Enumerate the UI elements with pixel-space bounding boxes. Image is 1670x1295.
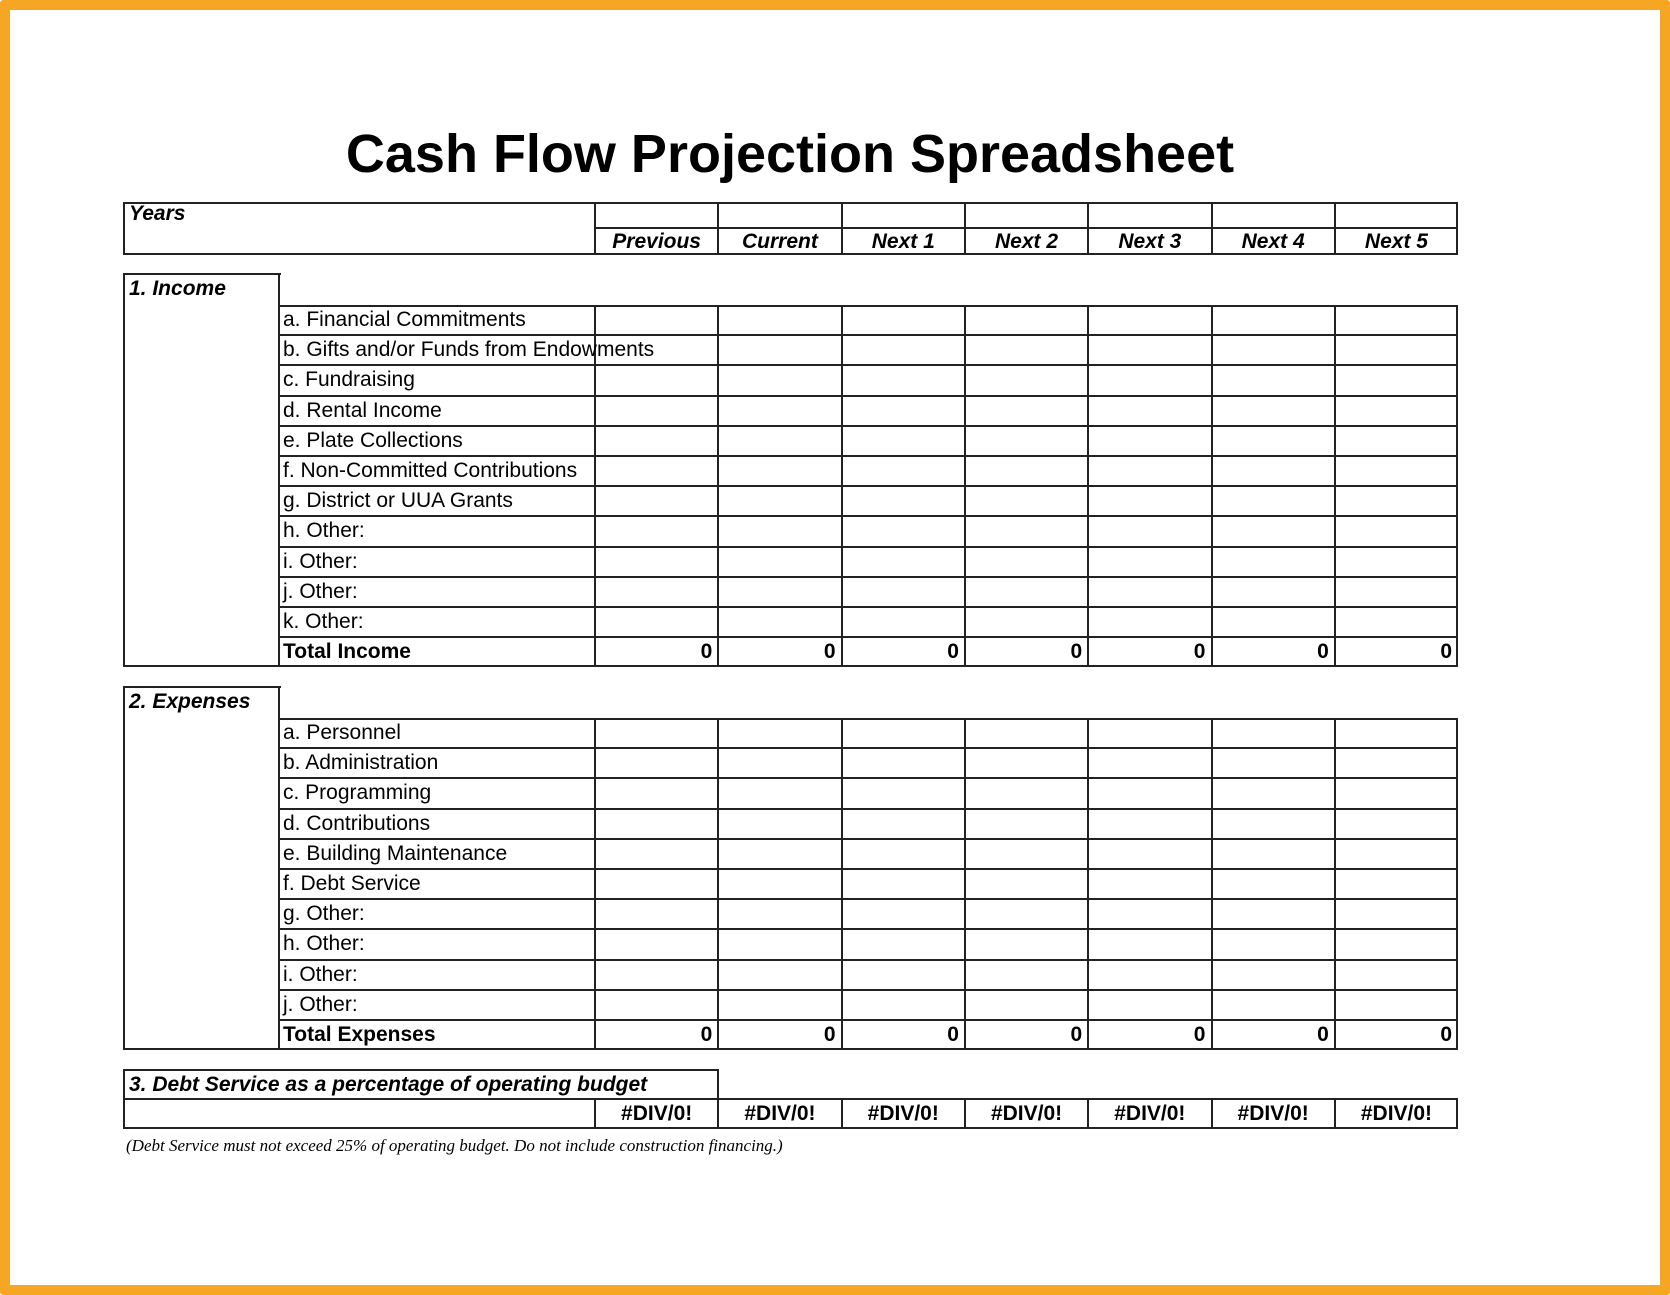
income-input-cell[interactable] <box>597 458 716 484</box>
expenses-total-value: 0 <box>1070 1023 1083 1046</box>
expenses-total-value: 0 <box>700 1023 713 1046</box>
expenses-input-cell[interactable] <box>1214 931 1333 957</box>
expenses-total-value: 0 <box>1317 1023 1329 1046</box>
expenses-input-cell[interactable] <box>597 992 716 1018</box>
expenses-column-line <box>1334 718 1336 1050</box>
income-input-cell[interactable] <box>1214 518 1333 544</box>
expenses-input-cell[interactable] <box>967 841 1086 867</box>
debt-percentage-value: #DIV/0! <box>990 1102 1063 1125</box>
expenses-input-cell[interactable] <box>844 992 963 1018</box>
expenses-input-cell[interactable] <box>844 780 963 806</box>
income-input-cell[interactable] <box>597 609 716 635</box>
income-row-label: g. District or UUA Grants <box>283 489 513 513</box>
income-input-cell[interactable] <box>720 398 839 424</box>
income-input-cell[interactable] <box>720 549 839 575</box>
income-input-cell[interactable] <box>1337 488 1456 514</box>
debt-percentage-value: #DIV/0! <box>744 1102 816 1125</box>
expenses-input-cell[interactable] <box>1214 841 1333 867</box>
income-input-cell[interactable] <box>844 609 963 635</box>
expenses-column-line <box>1087 718 1089 1050</box>
expenses-input-cell[interactable] <box>1090 931 1209 957</box>
income-input-cell[interactable] <box>1337 549 1456 575</box>
income-input-cell[interactable] <box>597 398 716 424</box>
income-input-cell[interactable] <box>1337 518 1456 544</box>
income-input-cell[interactable] <box>720 609 839 635</box>
income-input-cell[interactable] <box>1337 428 1456 454</box>
column-header: Next 1 <box>871 230 935 253</box>
expenses-input-cell[interactable] <box>1214 720 1333 746</box>
expenses-input-cell[interactable] <box>1337 780 1456 806</box>
expenses-input-cell[interactable] <box>844 750 963 776</box>
column-header: Previous <box>612 230 701 253</box>
income-row-label: i. Other: <box>283 549 358 573</box>
expenses-input-cell[interactable] <box>1214 962 1333 988</box>
column-header: Next 4 <box>1241 230 1305 253</box>
expenses-input-cell[interactable] <box>597 901 716 927</box>
expenses-input-cell[interactable] <box>1337 901 1456 927</box>
expenses-total-value: 0 <box>1440 1023 1453 1046</box>
income-input-cell[interactable] <box>844 549 963 575</box>
expenses-input-cell[interactable] <box>1214 871 1333 897</box>
income-column-line <box>717 305 719 667</box>
income-input-cell[interactable] <box>597 307 716 333</box>
expenses-row-line <box>279 808 1458 810</box>
income-row-label: j. Other: <box>283 579 358 603</box>
income-input-cell[interactable] <box>1090 458 1209 484</box>
income-input-cell[interactable] <box>720 488 839 514</box>
debt-percentage-value: #DIV/0! <box>867 1102 939 1125</box>
expenses-row-line <box>279 868 1458 870</box>
income-input-cell[interactable] <box>597 579 716 605</box>
expenses-input-cell[interactable] <box>1337 811 1456 837</box>
income-input-cell[interactable] <box>967 458 1086 484</box>
expenses-input-cell[interactable] <box>597 750 716 776</box>
income-input-cell[interactable] <box>1337 367 1456 393</box>
income-input-cell[interactable] <box>1337 609 1456 635</box>
income-input-cell[interactable] <box>1214 337 1333 363</box>
income-input-cell[interactable] <box>844 398 963 424</box>
income-input-cell[interactable] <box>1337 458 1456 484</box>
income-input-cell[interactable] <box>1214 458 1333 484</box>
income-input-cell[interactable] <box>1214 367 1333 393</box>
expenses-input-cell[interactable] <box>844 811 963 837</box>
expenses-input-cell[interactable] <box>720 780 839 806</box>
column-header: Next 2 <box>995 230 1059 253</box>
expenses-column-line <box>1211 718 1213 1050</box>
expenses-total-value: 0 <box>947 1023 959 1046</box>
expenses-input-cell[interactable] <box>1337 720 1456 746</box>
page-title: Cash Flow Projection Spreadsheet <box>345 124 1235 184</box>
expenses-input-cell[interactable] <box>967 901 1086 927</box>
expenses-input-cell[interactable] <box>1090 841 1209 867</box>
expenses-column-line <box>717 718 719 1050</box>
income-row-line <box>279 546 1458 548</box>
income-column-line <box>1211 305 1213 667</box>
expenses-input-cell[interactable] <box>1090 811 1209 837</box>
income-input-cell[interactable] <box>720 579 839 605</box>
expenses-input-cell[interactable] <box>967 720 1086 746</box>
expenses-input-cell[interactable] <box>720 811 839 837</box>
income-row-line <box>279 515 1458 517</box>
years-label: Years <box>129 202 186 225</box>
expenses-input-cell[interactable] <box>967 750 1086 776</box>
income-row-label: h. Other: <box>283 519 365 543</box>
expenses-total-label: Total Expenses <box>283 1023 436 1046</box>
income-input-cell[interactable] <box>1090 549 1209 575</box>
expenses-input-cell[interactable] <box>1090 720 1209 746</box>
expenses-input-cell[interactable] <box>844 931 963 957</box>
expenses-input-cell[interactable] <box>720 750 839 776</box>
debt-percentage-value: #DIV/0! <box>621 1102 693 1125</box>
expenses-input-cell[interactable] <box>1337 931 1456 957</box>
income-input-cell[interactable] <box>967 609 1086 635</box>
expenses-category-cell <box>123 686 280 1050</box>
expenses-input-cell[interactable] <box>720 962 839 988</box>
expenses-input-cell[interactable] <box>720 871 839 897</box>
expenses-input-cell[interactable] <box>720 992 839 1018</box>
expenses-input-cell[interactable] <box>1214 992 1333 1018</box>
income-row-label: d. Rental Income <box>283 398 442 422</box>
income-input-cell[interactable] <box>720 307 839 333</box>
income-row-line <box>279 395 1458 397</box>
income-input-cell[interactable] <box>967 337 1086 363</box>
expenses-row-line <box>279 898 1458 900</box>
income-total-label: Total Income <box>283 640 411 664</box>
expenses-input-cell[interactable] <box>597 841 716 867</box>
expenses-input-cell[interactable] <box>844 962 963 988</box>
expenses-input-cell[interactable] <box>1090 750 1209 776</box>
expenses-input-cell[interactable] <box>1090 962 1209 988</box>
income-row-label: b. Gifts and/or Funds from Endowments <box>283 338 655 362</box>
income-input-cell[interactable] <box>1214 549 1333 575</box>
expenses-column-line <box>841 718 843 1050</box>
income-column-line <box>1087 305 1089 667</box>
expenses-input-cell[interactable] <box>720 901 839 927</box>
income-input-cell[interactable] <box>1090 398 1209 424</box>
income-input-cell[interactable] <box>967 367 1086 393</box>
income-input-cell[interactable] <box>1090 367 1209 393</box>
income-input-cell[interactable] <box>1337 337 1456 363</box>
expenses-input-cell[interactable] <box>1090 901 1209 927</box>
income-input-cell[interactable] <box>1337 398 1456 424</box>
expenses-row-label: i. Other: <box>283 962 358 986</box>
column-header: Next 3 <box>1118 230 1182 253</box>
expenses-input-cell[interactable] <box>1090 871 1209 897</box>
income-input-cell[interactable] <box>1090 609 1209 635</box>
income-input-cell[interactable] <box>1090 428 1209 454</box>
income-input-cell[interactable] <box>597 367 716 393</box>
expenses-row-label: b. Administration <box>283 751 439 775</box>
income-column-line <box>1334 305 1336 667</box>
income-input-cell[interactable] <box>1090 307 1209 333</box>
expenses-input-cell[interactable] <box>597 811 716 837</box>
income-input-cell[interactable] <box>967 518 1086 544</box>
income-input-cell[interactable] <box>1214 488 1333 514</box>
column-header: Current <box>742 230 818 253</box>
income-input-cell[interactable] <box>1214 609 1333 635</box>
income-column-line <box>964 305 966 667</box>
expenses-input-cell[interactable] <box>597 962 716 988</box>
expenses-input-cell[interactable] <box>1337 871 1456 897</box>
expenses-input-cell[interactable] <box>1337 962 1456 988</box>
income-input-cell[interactable] <box>1214 428 1333 454</box>
expenses-input-cell[interactable] <box>1214 901 1333 927</box>
income-input-cell[interactable] <box>597 518 716 544</box>
expenses-input-cell[interactable] <box>1214 750 1333 776</box>
income-input-cell[interactable] <box>844 307 963 333</box>
expenses-input-cell[interactable] <box>597 720 716 746</box>
income-row-label: a. Financial Commitments <box>283 308 526 331</box>
income-row-line <box>279 576 1458 578</box>
expenses-row-label: g. Other: <box>283 902 365 926</box>
expenses-row-label: j. Other: <box>283 992 358 1016</box>
income-row-line <box>279 364 1458 366</box>
expenses-input-cell[interactable] <box>967 962 1086 988</box>
expenses-input-cell[interactable] <box>1337 841 1456 867</box>
expenses-input-cell[interactable] <box>1214 811 1333 837</box>
expenses-row-line <box>279 777 1458 779</box>
income-total-value: 0 <box>1070 640 1083 664</box>
income-input-cell[interactable] <box>1337 307 1456 333</box>
income-input-cell[interactable] <box>967 428 1086 454</box>
income-input-cell[interactable] <box>967 307 1086 333</box>
expenses-column-line <box>964 718 966 1050</box>
expenses-input-cell[interactable] <box>967 931 1086 957</box>
expenses-row-label: h. Other: <box>283 932 365 956</box>
income-input-cell[interactable] <box>844 518 963 544</box>
income-input-cell[interactable] <box>967 579 1086 605</box>
expenses-row-line <box>279 747 1458 749</box>
expenses-input-cell[interactable] <box>1214 780 1333 806</box>
expenses-row-label: c. Programming <box>283 781 432 805</box>
income-input-cell[interactable] <box>720 518 839 544</box>
debt-percentage-value: #DIV/0! <box>1237 1102 1309 1125</box>
expenses-input-cell[interactable] <box>597 931 716 957</box>
expenses-input-cell[interactable] <box>1337 992 1456 1018</box>
income-row-label: e. Plate Collections <box>283 428 463 452</box>
expenses-row-line <box>279 928 1458 930</box>
footnote: (Debt Service must not exceed 25% of operating budget. Do not include construction financing.) <box>126 1136 783 1155</box>
expenses-input-cell[interactable] <box>720 720 839 746</box>
income-total-value: 0 <box>1193 640 1206 664</box>
income-input-cell[interactable] <box>1214 398 1333 424</box>
income-input-cell[interactable] <box>1090 488 1209 514</box>
debt-heading: 3. Debt Service as a percentage of operating budget <box>129 1073 648 1096</box>
expenses-row-label: e. Building Maintenance <box>283 841 508 865</box>
income-total-value: 0 <box>700 640 713 664</box>
income-total-value: 0 <box>823 640 836 664</box>
expenses-column-line <box>594 718 596 1050</box>
expenses-total-value: 0 <box>1193 1023 1206 1046</box>
income-input-cell[interactable] <box>597 549 716 575</box>
expenses-row-line <box>279 989 1458 991</box>
income-input-cell[interactable] <box>720 428 839 454</box>
income-input-cell[interactable] <box>1214 307 1333 333</box>
income-input-cell[interactable] <box>844 488 963 514</box>
income-heading: 1. Income <box>129 277 226 300</box>
expenses-input-cell[interactable] <box>844 901 963 927</box>
expenses-input-cell[interactable] <box>844 720 963 746</box>
grid-line <box>279 273 281 275</box>
expenses-row-label: d. Contributions <box>283 811 431 835</box>
income-input-cell[interactable] <box>720 367 839 393</box>
income-input-cell[interactable] <box>967 549 1086 575</box>
income-input-cell[interactable] <box>720 337 839 363</box>
income-input-cell[interactable] <box>597 337 716 363</box>
income-input-cell[interactable] <box>1090 337 1209 363</box>
expenses-row-label: a. Personnel <box>283 721 401 744</box>
expenses-input-cell[interactable] <box>967 871 1086 897</box>
income-input-cell[interactable] <box>1214 579 1333 605</box>
income-total-value: 0 <box>1317 640 1329 664</box>
expenses-input-cell[interactable] <box>597 871 716 897</box>
expenses-row-line <box>279 959 1458 961</box>
expenses-input-cell[interactable] <box>967 992 1086 1018</box>
expenses-input-cell[interactable] <box>844 871 963 897</box>
income-input-cell[interactable] <box>844 367 963 393</box>
income-input-cell[interactable] <box>967 488 1086 514</box>
expenses-row-label: f. Debt Service <box>283 872 421 895</box>
expenses-input-cell[interactable] <box>1337 750 1456 776</box>
income-input-cell[interactable] <box>597 428 716 454</box>
debt-percentage-value: #DIV/0! <box>1114 1102 1186 1125</box>
income-input-cell[interactable] <box>597 488 716 514</box>
income-total-value: 0 <box>1440 640 1453 664</box>
income-total-value: 0 <box>947 640 959 664</box>
income-input-cell[interactable] <box>844 337 963 363</box>
expenses-input-cell[interactable] <box>720 931 839 957</box>
income-row-label: k. Other: <box>283 610 364 633</box>
income-row-line <box>279 606 1458 608</box>
income-row-label: c. Fundraising <box>283 368 415 392</box>
expenses-input-cell[interactable] <box>1090 780 1209 806</box>
expenses-input-cell[interactable] <box>597 780 716 806</box>
income-input-cell[interactable] <box>1337 579 1456 605</box>
income-input-cell[interactable] <box>967 398 1086 424</box>
income-input-cell[interactable] <box>844 458 963 484</box>
expenses-input-cell[interactable] <box>1090 992 1209 1018</box>
income-input-cell[interactable] <box>844 428 963 454</box>
expenses-input-cell[interactable] <box>844 841 963 867</box>
expenses-heading: 2. Expenses <box>129 690 251 713</box>
income-input-cell[interactable] <box>720 458 839 484</box>
income-input-cell[interactable] <box>844 579 963 605</box>
income-row-label: f. Non-Committed Contributions <box>283 459 578 482</box>
expenses-input-cell[interactable] <box>720 841 839 867</box>
debt-percentage-value: #DIV/0! <box>1360 1102 1433 1125</box>
expenses-input-cell[interactable] <box>967 780 1086 806</box>
income-input-cell[interactable] <box>1090 518 1209 544</box>
column-header: Next 5 <box>1364 230 1428 253</box>
expenses-total-value: 0 <box>823 1023 836 1046</box>
income-input-cell[interactable] <box>1090 579 1209 605</box>
grid-line <box>279 686 281 688</box>
expenses-input-cell[interactable] <box>967 811 1086 837</box>
income-category-cell <box>123 273 280 667</box>
income-column-line <box>841 305 843 667</box>
